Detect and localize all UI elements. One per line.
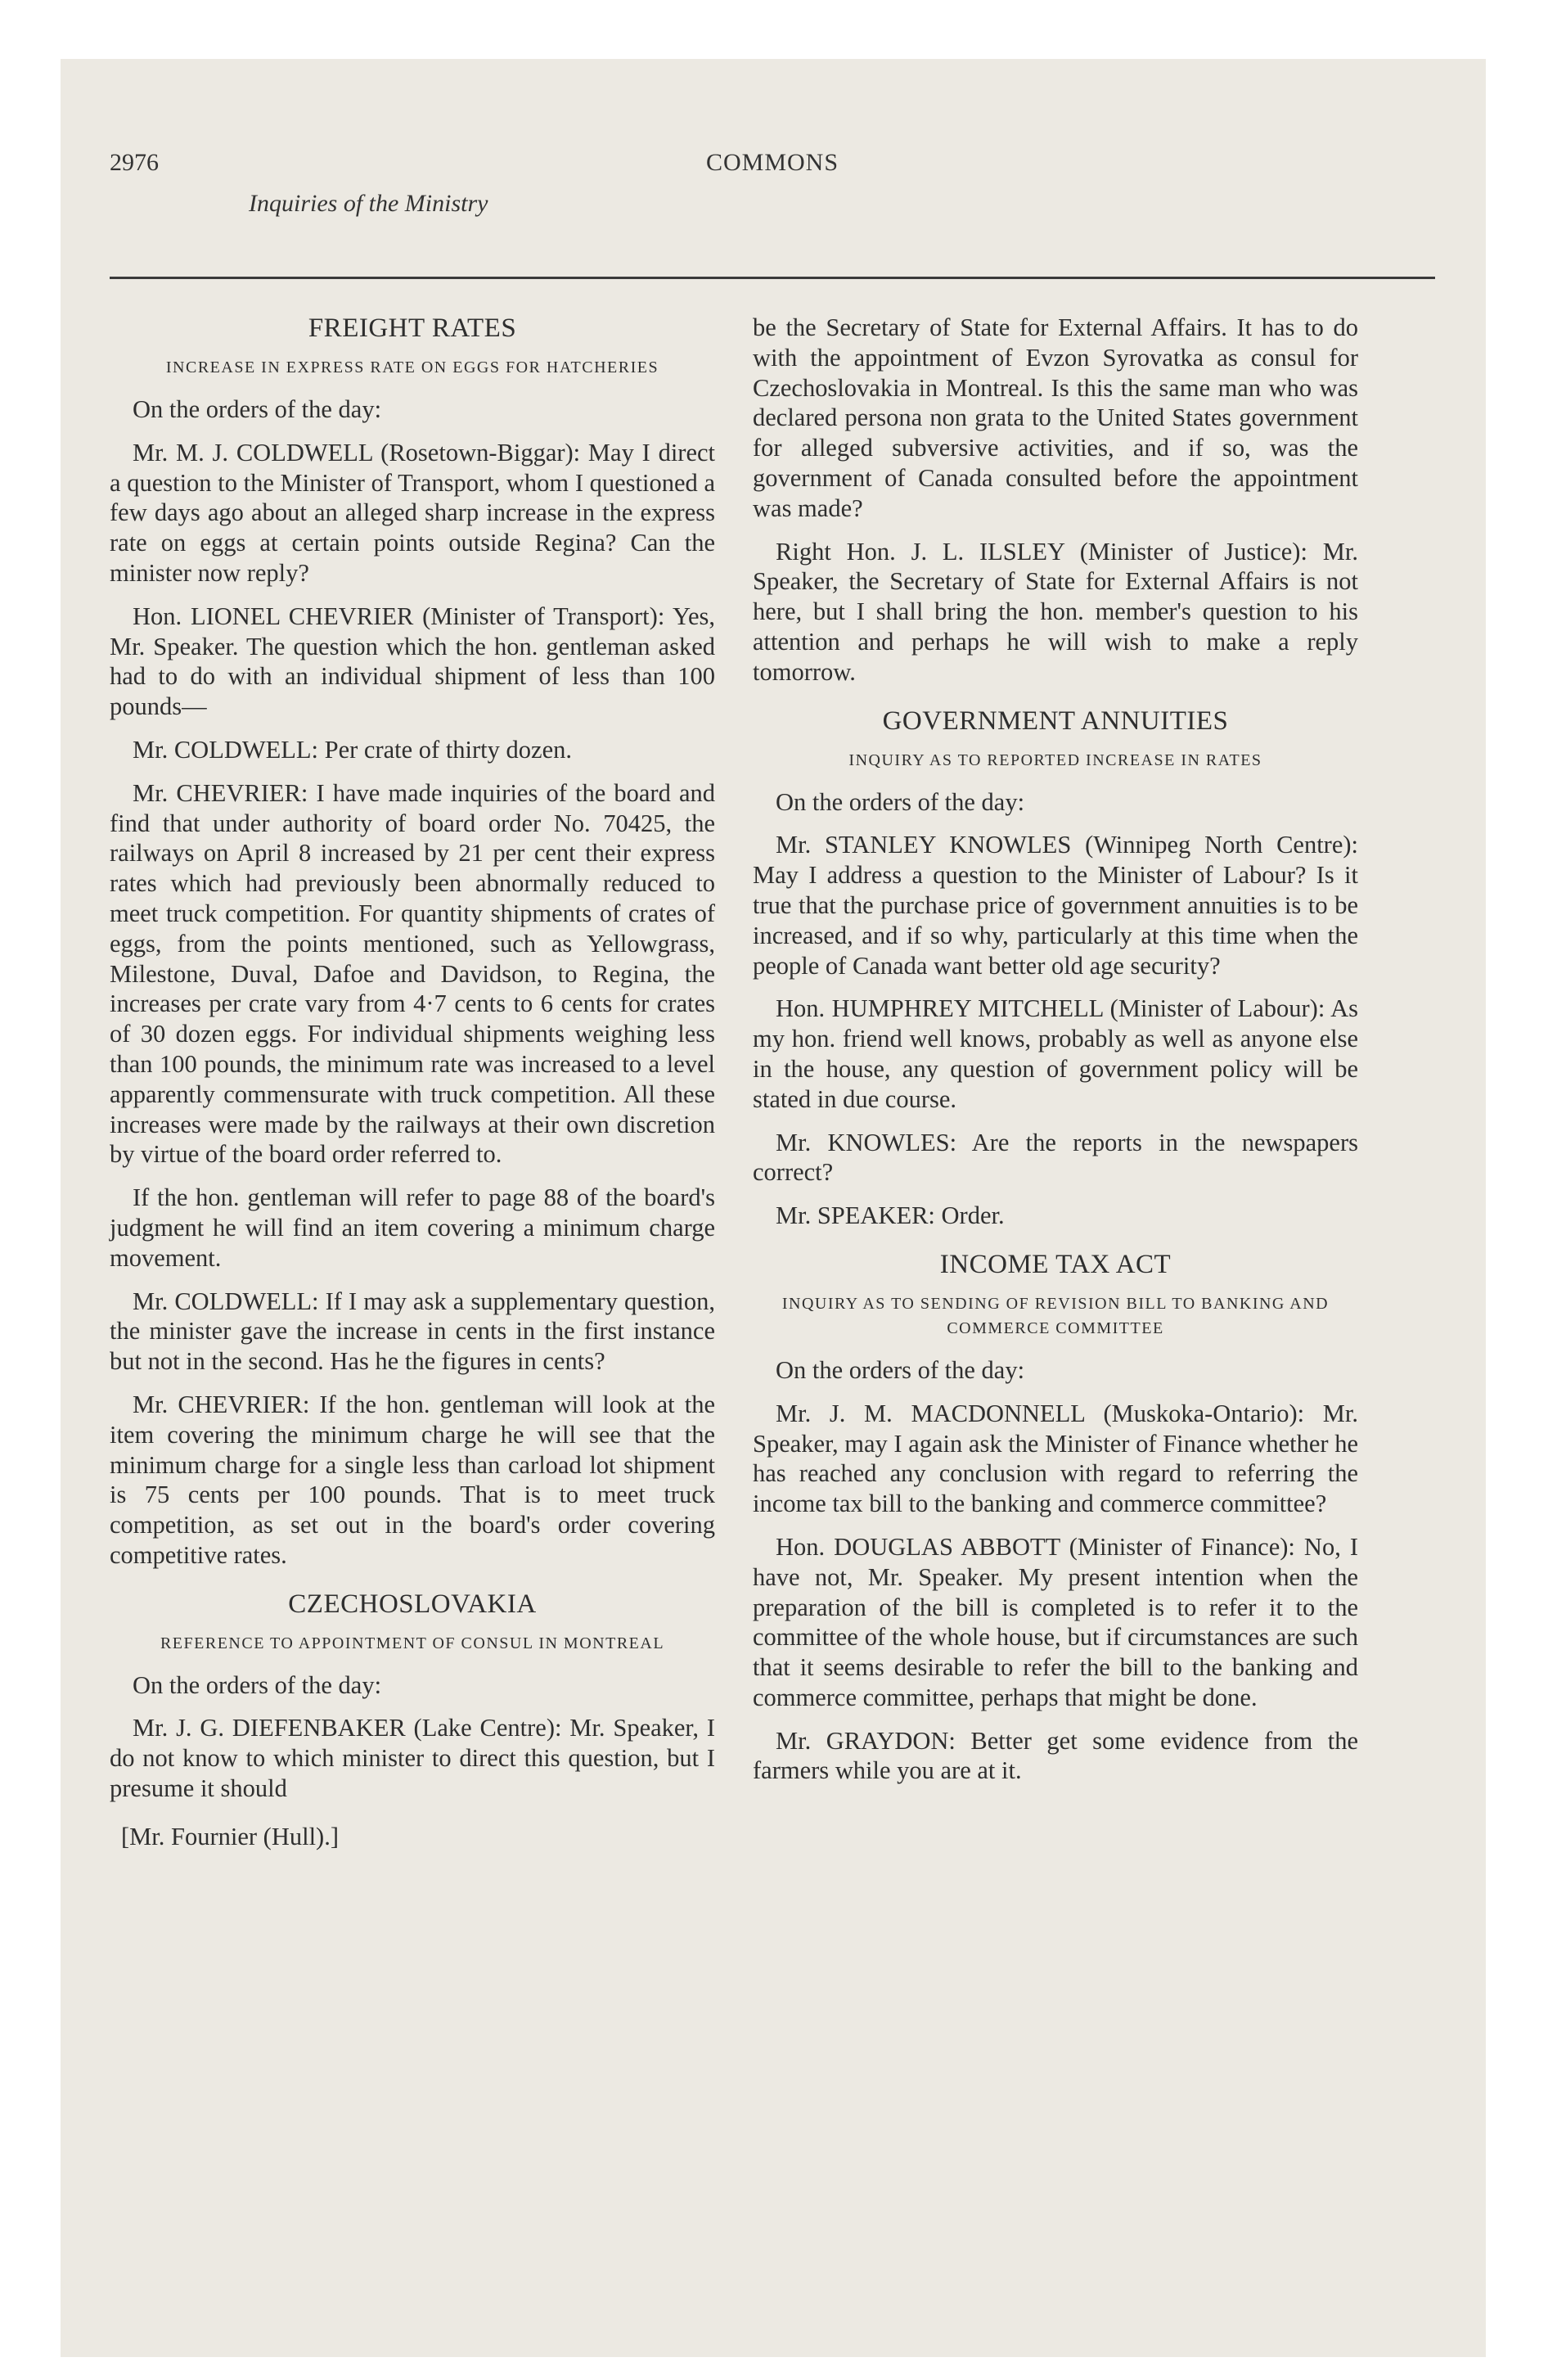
section-title: Inquiries of the Ministry — [249, 190, 488, 217]
running-header — [110, 149, 1435, 280]
header-rule — [110, 277, 1435, 279]
subheading-revision-bill: INQUIRY AS TO SENDING OF REVISION BILL TO BANKING AND COMMERCE COMMITTEE — [781, 1294, 1330, 1337]
paragraph: Hon. HUMPHREY MITCHELL (Minister of Labour): As my hon. friend well knows, probably as well as anyone else in the house, any question of government policy will be stated in due course. — [753, 994, 1358, 1113]
paragraph: Mr. J. G. DIEFENBAKER (Lake Centre): Mr. Speaker, I do not know to which minister to direct this question, but I presume it should — [110, 1714, 715, 1803]
paragraph: If the hon. gentleman will refer to page 88 of the board's judgment he will find an item covering a minimum charge movement. — [110, 1183, 715, 1272]
paragraph: Mr. SPEAKER: Order. — [776, 1201, 1005, 1230]
paragraph: On the orders of the day: — [133, 395, 382, 423]
heading-income-tax-act: INCOME TAX ACT — [939, 1249, 1172, 1279]
paragraph: Right Hon. J. L. ILSLEY (Minister of Justice): Mr. Speaker, the Secretary of State for External Affairs is not here, but I shall bring the hon. member's question to his attention and perhaps he will wish to make a reply tomorrow. — [753, 537, 1358, 686]
paragraph: Mr. M. J. COLDWELL (Rosetown-Biggar): May I direct a question to the Minister of Transport, whom I questioned a few days ago about an alleged sharp increase in the express rate on eggs at certain points outside Regina? Can the minister now reply? — [110, 438, 715, 587]
paragraph: Hon. LIONEL CHEVRIER (Minister of Transport): Yes, Mr. Speaker. The question which the hon. gentleman asked had to do with an individual shipment of less than 100 pounds— — [110, 602, 715, 721]
subheading-annuity-rates: INQUIRY AS TO REPORTED INCREASE IN RATES — [848, 751, 1262, 769]
heading-freight-rates: FREIGHT RATES — [308, 313, 517, 343]
paragraph: Mr. CHEVRIER: If the hon. gentleman will look at the item covering the minimum charge he will see that the minimum charge for a single less than carload lot shipment is 75 cents per 100 pounds. That is to meet truck competition, as set out in the board's order covering competitive rates. — [110, 1390, 715, 1569]
paragraph: be the Secretary of State for External Affairs. It has to do with the appointment of Evzon Syrovatka as consul for Czechoslovakia in Montreal. Is this the same man who was declared persona non grata to the United States government for alleged subversive activities, and if so, was the government of Canada consulted before the appointment was made? — [753, 313, 1358, 522]
scanned-page — [61, 59, 1486, 2357]
left-column — [110, 313, 715, 1865]
paragraph: Mr. CHEVRIER: I have made inquiries of the board and find that under authority of board order No. 70425, the railways on April 8 increased by 21 per cent their express rates which had previously been abnormally reduced to meet truck competition. For quantity shipments of crates of eggs, from the points mentioned, such as Yellowgrass, Milestone, Duval, Dafoe and Davidson, to Regina, the increases per crate vary from 4·7 cents to 6 cents for crates of 30 dozen eggs. For individual shipments weighing less than 100 pounds, the minimum rate was increased to a level apparently commensurate with truck competition. All these increases were made by the railways at their own discretion by virtue of the board order referred to. — [110, 778, 715, 1169]
subheading-express-rate: INCREASE IN EXPRESS RATE ON EGGS FOR HATCHERIES — [165, 358, 659, 376]
page-number: 2976 — [110, 149, 159, 176]
paragraph: On the orders of the day: — [776, 1355, 1025, 1384]
right-column — [753, 313, 1358, 1799]
paragraph: On the orders of the day: — [776, 787, 1025, 816]
subheading-consul: REFERENCE TO APPOINTMENT OF CONSUL IN MONTREAL — [160, 1634, 665, 1652]
paragraph: Mr. STANLEY KNOWLES (Winnipeg North Centre): May I address a question to the Minister of Labour? Is it true that the purchase price of government annuities is to be increased, and if so why, particularly at this time when the people of Canada want better old age security? — [753, 831, 1358, 980]
chamber-title: COMMONS — [705, 149, 839, 176]
paragraph: Mr. COLDWELL: Per crate of thirty dozen. — [133, 735, 572, 764]
speaker-footer: [Mr. Fournier (Hull).] — [121, 1822, 339, 1850]
paragraph: Hon. DOUGLAS ABBOTT (Minister of Finance): No, I have not, Mr. Speaker. My present intention when the preparation of the bill is completed is to refer it to the committee of the whole house, but if circumstances are such that it seems desirable to refer the bill to the banking and commerce committee, perhaps that might be done. — [753, 1532, 1358, 1711]
paragraph: Mr. GRAYDON: Better get some evidence from the farmers while you are at it. — [753, 1726, 1358, 1785]
paragraph: Mr. J. M. MACDONNELL (Muskoka-Ontario): Mr. Speaker, may I again ask the Minister of Finance whether he has reached any conclusion with regard to referring the income tax bill to the banking and commerce committee? — [753, 1399, 1358, 1518]
heading-czechoslovakia: CZECHOSLOVAKIA — [288, 1589, 537, 1619]
heading-government-annuities: GOVERNMENT ANNUITIES — [882, 705, 1229, 736]
paragraph: Mr. COLDWELL: If I may ask a supplementary question, the minister gave the increase in cents in the first instance but not in the second. Has he the figures in cents? — [110, 1287, 715, 1376]
paragraph: On the orders of the day: — [133, 1670, 382, 1699]
paragraph: Mr. KNOWLES: Are the reports in the newspapers correct? — [753, 1128, 1358, 1187]
